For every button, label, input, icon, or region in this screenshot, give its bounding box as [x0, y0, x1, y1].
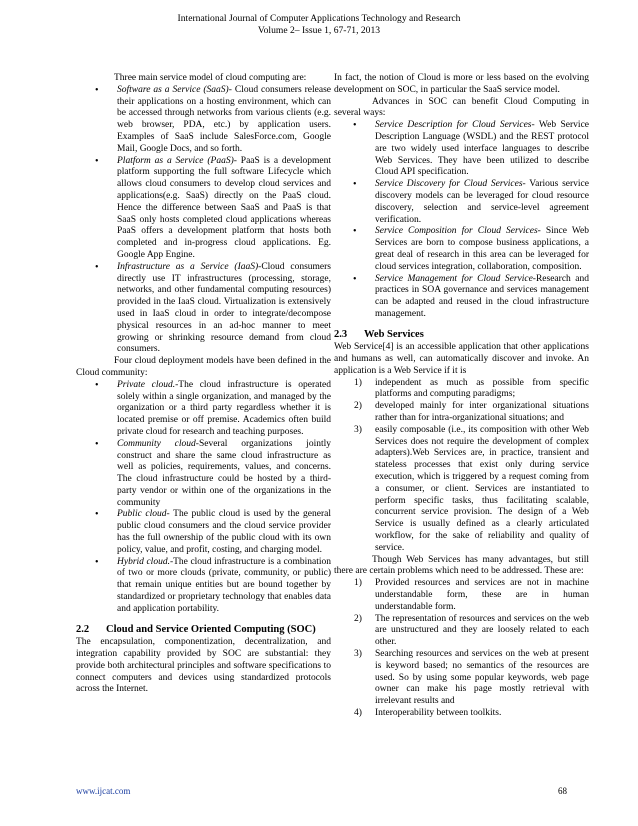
section-heading-2-3: 2.3 Web Services: [334, 328, 424, 340]
list-item: 3) Searching resources and services on the web at present is keyword based; no semantics of the resources are used. So by using some popular keywords, web page owner can make his page mostly retrieval with irrelevant results and: [354, 648, 589, 707]
list-item: 3) easily composable (i.e., its composition with other Web Services does not require the development of complex adapters).Web Services are, in practice, transient and stateless processes that exist only during service execution, which is triggered by a request coming from a consumer, or client. Services are instantiated to perform specific tasks, thus facilitating scalable, concurrent service provision. The design of a Web Service is usually defined as a clearly articulated workflow, for the sake of reliability and quality of service.: [354, 424, 589, 553]
list-item: • Hybrid cloud.-The cloud infrastructure is a combination of two or more clouds (private, community, or public) that remain unique entities but are bound together by standardized or proprietary technology that enables data and application portability.: [76, 557, 331, 616]
deployment-intro: Four cloud deployment models have been defined in the Cloud community:: [76, 356, 331, 378]
deployment-model-list: [76, 380, 331, 616]
list-item: 2) The representation of resources and services on the web are unstructured and they are loosely related to each other.: [354, 613, 589, 648]
right-column: [334, 73, 589, 720]
footer-url-link[interactable]: www.ijcat.com: [76, 786, 131, 796]
web-service-criteria-list: [334, 378, 589, 555]
list-item: • Platform as a Service (PaaS)- PaaS is a development platform supporting the full software Lifecycle which allows cloud consumers to develop cloud services and applications(e.g. SaaS) directly on the PaaS cloud. Hence the difference between SaaS and PaaS is that SaaS only hosts completed cloud applications whereas PaaS offers a development platform that hosts both completed and in-progress cloud applications. Eg. Google App Engine.: [76, 156, 331, 262]
soc-benefits-intro: Advances in SOC can benefit Cloud Computing in several ways:: [334, 96, 589, 119]
left-column: [76, 73, 331, 696]
list-item: • Service Description for Cloud Services- Web Service Description Language (WSDL) and the REST protocol are two widely used interface languages to describe Web Services. They have been utilized to describe Cloud API specification.: [334, 120, 589, 179]
list-item: • Private cloud.-The cloud infrastructure is operated solely within a single organization, and managed by the organization or a third party regardless whether it is located premise or off premise. Academics often build private cloud for research and teaching purposes.: [76, 380, 331, 439]
list-item: 1) independent as much as possible from specific platforms and computing paradigms;: [354, 377, 589, 400]
section-2-2-body: The encapsulation, componentization, decentralization, and integration capability provided by SOC are substantial: they provide both architectural principles and software specifications to connect computers and devices using standardized protocols across the Internet.: [76, 637, 331, 695]
problems-intro: Though Web Services has many advantages, but still there are certain problems which need to be addressed. These are:: [334, 554, 589, 577]
soc-paragraph: In fact, the notion of Cloud is more or less based on the evolving development on SOC, in particular the SaaS service model.: [334, 73, 589, 95]
page-number: 68: [558, 786, 567, 796]
list-item: 1) Provided resources and services are not in machine understandable form, these are in human understandable form.: [354, 578, 589, 612]
service-model-intro: Three main service model of cloud computing are:: [114, 73, 307, 83]
journal-header: [0, 13, 638, 36]
list-item: 4) Interoperability between toolkits.: [354, 707, 502, 718]
list-item: • Community cloud-Several organizations jointly construct and share the same cloud infrastructure as well as policies, requirements, values, and concerns. The cloud infrastructure could be hosted by a third-party vendor or within one of the organizations in the community: [76, 439, 331, 510]
list-item: • Service Composition for Cloud Services- Since Web Services are born to compose business applications, a great deal of research in this area can be leveraged for cloud services integration, collaboration, composition.: [334, 226, 589, 273]
list-item: • Service Discovery for Cloud Services- Various service discovery models can be leveraged for cloud resource discovery, selection and service-level agreement verification.: [334, 179, 589, 226]
journal-volume: Volume 2– Issue 1, 67-71, 2013: [257, 24, 381, 36]
list-item: • Infrastructure as a Service (IaaS)-Cloud consumers directly use IT infrastructures (processing, storage, networks, and other fundamental computing resources) provided in the IaaS cloud. Virtualization is extensively used in IaaS cloud in order to integrate/decompose physical resources in an ad-hoc manner to meet growing or shrinking resource demand from cloud consumers.: [76, 262, 331, 356]
journal-title: International Journal of Computer Applications Technology and Research: [177, 13, 461, 24]
list-item: • Service Management for Cloud Service-Research and practices in SOA governance and services management can be adapted and reused in the cloud infrastructure management.: [334, 274, 589, 321]
list-item: 2) developed mainly for inter organizational situations rather than for intra-organizational situations; and: [354, 401, 589, 424]
problems-list: [334, 578, 589, 720]
list-item: • Software as a Service (SaaS)- Cloud consumers release their applications on a hosting environment, which can be accessed through networks from various clients (e.g. web browser, PDA, etc.) by application users. Examples of SaaS include SalesForce.com, Google Mail, Google Docs, and so forth.: [76, 85, 331, 156]
list-item: • Public cloud- The public cloud is used by the general public cloud consumers and the cloud service provider has the full ownership of the public cloud with its own policy, value, and profit, costing, and charging model.: [76, 509, 331, 556]
web-services-intro: Web Service[4] is an accessible application that other applications and humans as well, can automatically discover and invoke. An application is a Web Service if it is: [334, 342, 589, 376]
section-heading-2-2: 2.2 Cloud and Service Oriented Computing (SOC): [76, 623, 316, 635]
service-model-list: [76, 85, 331, 356]
soc-benefits-list: [334, 120, 589, 321]
